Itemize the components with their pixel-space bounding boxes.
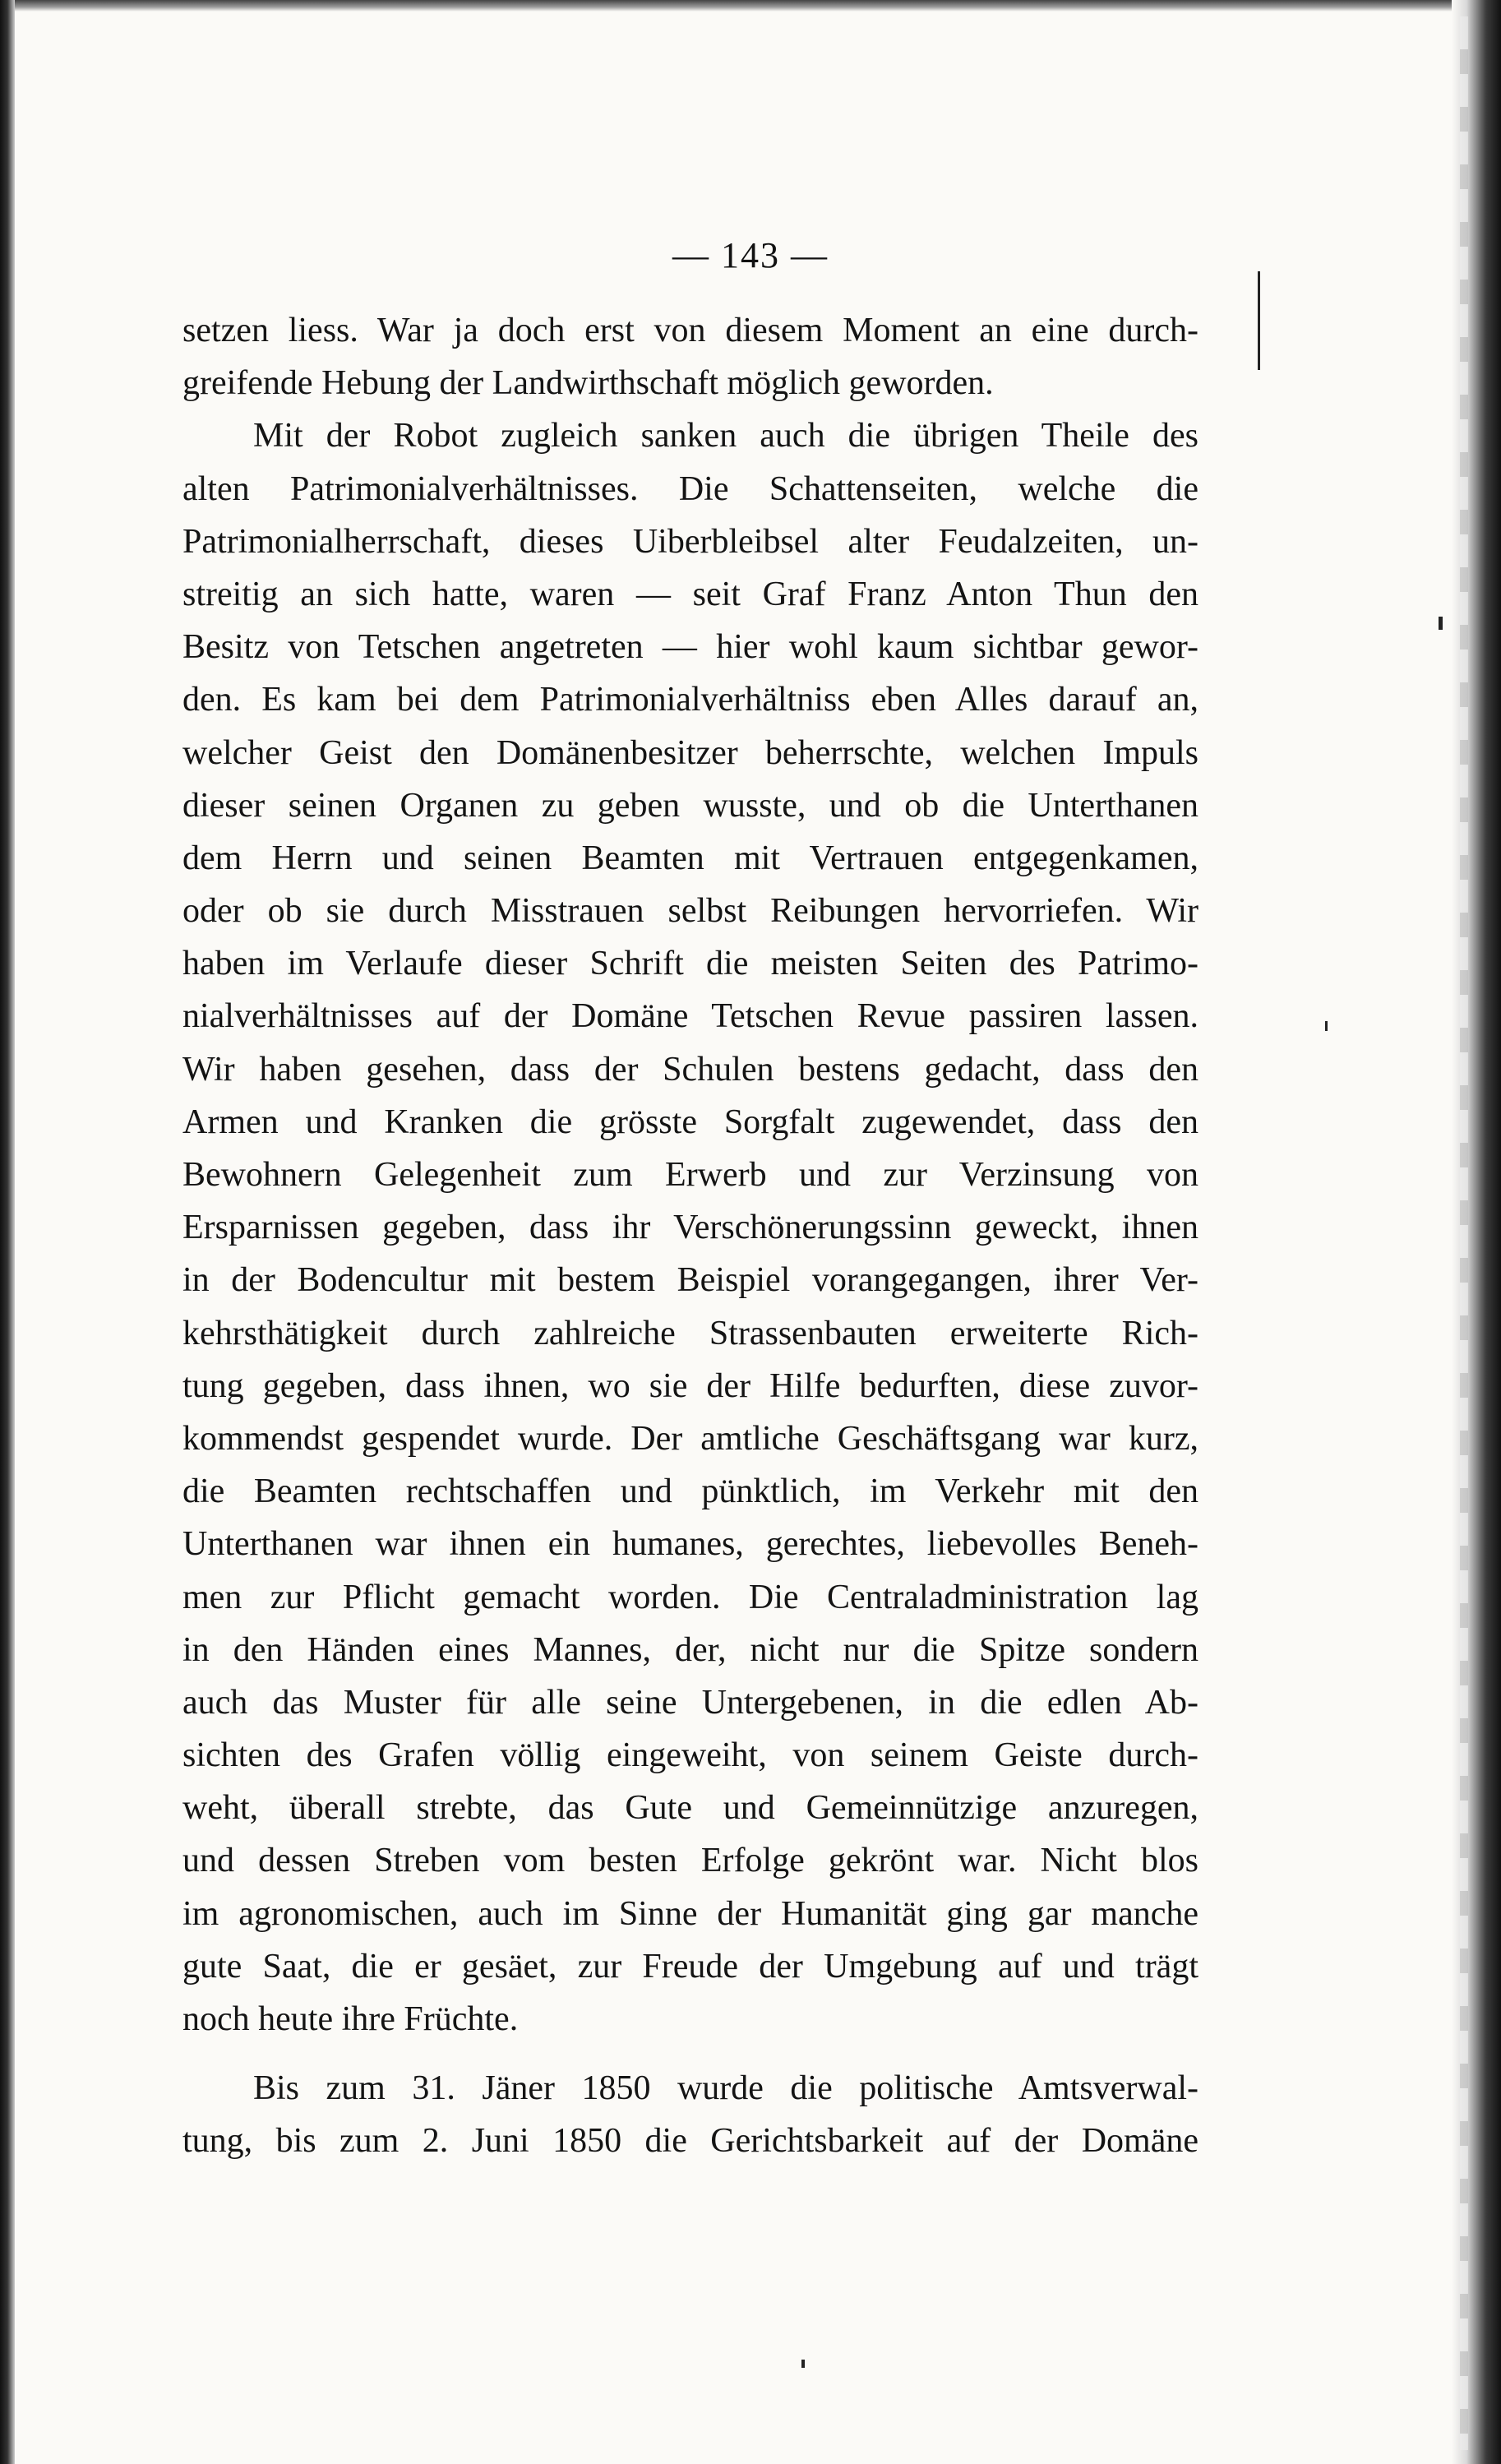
paragraph — [182, 409, 1198, 2046]
text-line: Bis zum 31. Jäner 1850 wurde die politische Amtsverwal- — [253, 2069, 1198, 2108]
text-line: die Beamten rechtschaffen und pünktlich, im Verkehr mit den — [182, 1472, 1198, 1511]
scan-mark — [801, 2360, 805, 2368]
text-line: kommendst gespendet wurde. Der amtliche Geschäftsgang war kurz, — [182, 1419, 1198, 1458]
text-line: Bewohnern Gelegenheit zum Erwerb und zur Verzinsung von — [182, 1156, 1198, 1194]
text-line: men zur Pflicht gemacht worden. Die Centraladministration lag — [182, 1578, 1198, 1616]
text-line: dem Herrn und seinen Beamten mit Vertrauen entgegenkamen, — [182, 839, 1198, 877]
text-line: weht, überall strebte, das Gute und Gemeinnützige anzuregen, — [182, 1789, 1198, 1828]
body-text — [182, 304, 1198, 2168]
text-line: nialverhältnisses auf der Domäne Tetschen Revue passiren lassen. — [182, 997, 1198, 1036]
text-line: Ersparnissen gegeben, dass ihr Verschönerungssinn geweckt, ihnen — [182, 1209, 1198, 1247]
text-line: alten Patrimonialverhältnisses. Die Schattenseiten, welche die — [182, 469, 1198, 508]
text-line: kehrsthätigkeit durch zahlreiche Strassenbauten erweiterte Rich- — [182, 1314, 1198, 1352]
text-line: sichten des Grafen völlig eingeweiht, von seinem Geiste durch- — [182, 1736, 1198, 1775]
text-line: streitig an sich hatte, waren — seit Graf Franz Anton Thun den — [182, 575, 1198, 613]
scan-mark — [1258, 271, 1260, 370]
paragraph-gap — [182, 2046, 1198, 2062]
text-line: in den Händen eines Mannes, der, nicht nur die Spitze sondern — [182, 1630, 1198, 1669]
text-line: setzen liess. War ja doch erst von diesem Moment an eine durch- — [182, 312, 1198, 349]
text-line: haben im Verlaufe dieser Schrift die meisten Seiten des Patrimo- — [182, 945, 1198, 983]
paragraph — [182, 304, 1198, 409]
page-number: — 143 — — [672, 235, 829, 275]
text-line: Patrimonialherrschaft, dieses Uiberbleibsel alter Feudalzeiten, un- — [182, 522, 1198, 561]
text-line: und dessen Streben vom besten Erfolge gekrönt war. Nicht blos — [182, 1842, 1198, 1880]
text-line: den. Es kam bei dem Patrimonialverhältniss eben Alles darauf an, — [182, 681, 1198, 719]
scan-edge-top — [0, 0, 1501, 12]
text-line: im agronomischen, auch im Sinne der Humanität ging gar manche — [182, 1894, 1198, 1933]
text-line: welcher Geist den Domänenbesitzer beherrschte, welchen Impuls — [182, 733, 1198, 772]
text-line: in der Bodencultur mit bestem Beispiel vorangegangen, ihrer Ver- — [182, 1261, 1198, 1300]
scan-mark — [1325, 1021, 1328, 1031]
scan-edge-right — [1452, 0, 1501, 2464]
text-line: noch heute ihre Früchte. — [182, 2000, 519, 2038]
scan-edge-right-texture — [1460, 16, 1468, 2450]
paragraph — [182, 2062, 1198, 2167]
text-line: Mit der Robot zugleich sanken auch die übrigen Theile des — [253, 417, 1198, 455]
text-line: dieser seinen Organen zu geben wusste, und ob die Unterthanen — [182, 786, 1198, 825]
scan-edge-left — [0, 0, 15, 2464]
text-line: tung gegeben, dass ihnen, wo sie der Hilfe bedurften, diese zuvor- — [182, 1366, 1198, 1405]
text-line: oder ob sie durch Misstrauen selbst Reibungen hervorriefen. Wir — [182, 892, 1198, 931]
text-line: tung, bis zum 2. Juni 1850 die Gerichtsbarkeit auf der Domäne — [182, 2122, 1198, 2161]
text-line: Armen und Kranken die grösste Sorgfalt zugewendet, dass den — [182, 1103, 1198, 1141]
scan-mark — [1439, 617, 1443, 630]
text-line: greifende Hebung der Landwirthschaft möglich geworden. — [182, 364, 994, 403]
text-line: Wir haben gesehen, dass der Schulen bestens gedacht, dass den — [182, 1050, 1198, 1089]
text-line: Besitz von Tetschen angetreten — hier wohl kaum sichtbar gewor- — [182, 628, 1198, 667]
text-line: gute Saat, die er gesäet, zur Freude der Umgebung auf und trägt — [182, 1947, 1198, 1986]
text-line: Unterthanen war ihnen ein humanes, gerechtes, liebevolles Beneh- — [182, 1525, 1198, 1564]
text-line: auch das Muster für alle seine Untergebenen, in die edlen Ab- — [182, 1683, 1198, 1722]
